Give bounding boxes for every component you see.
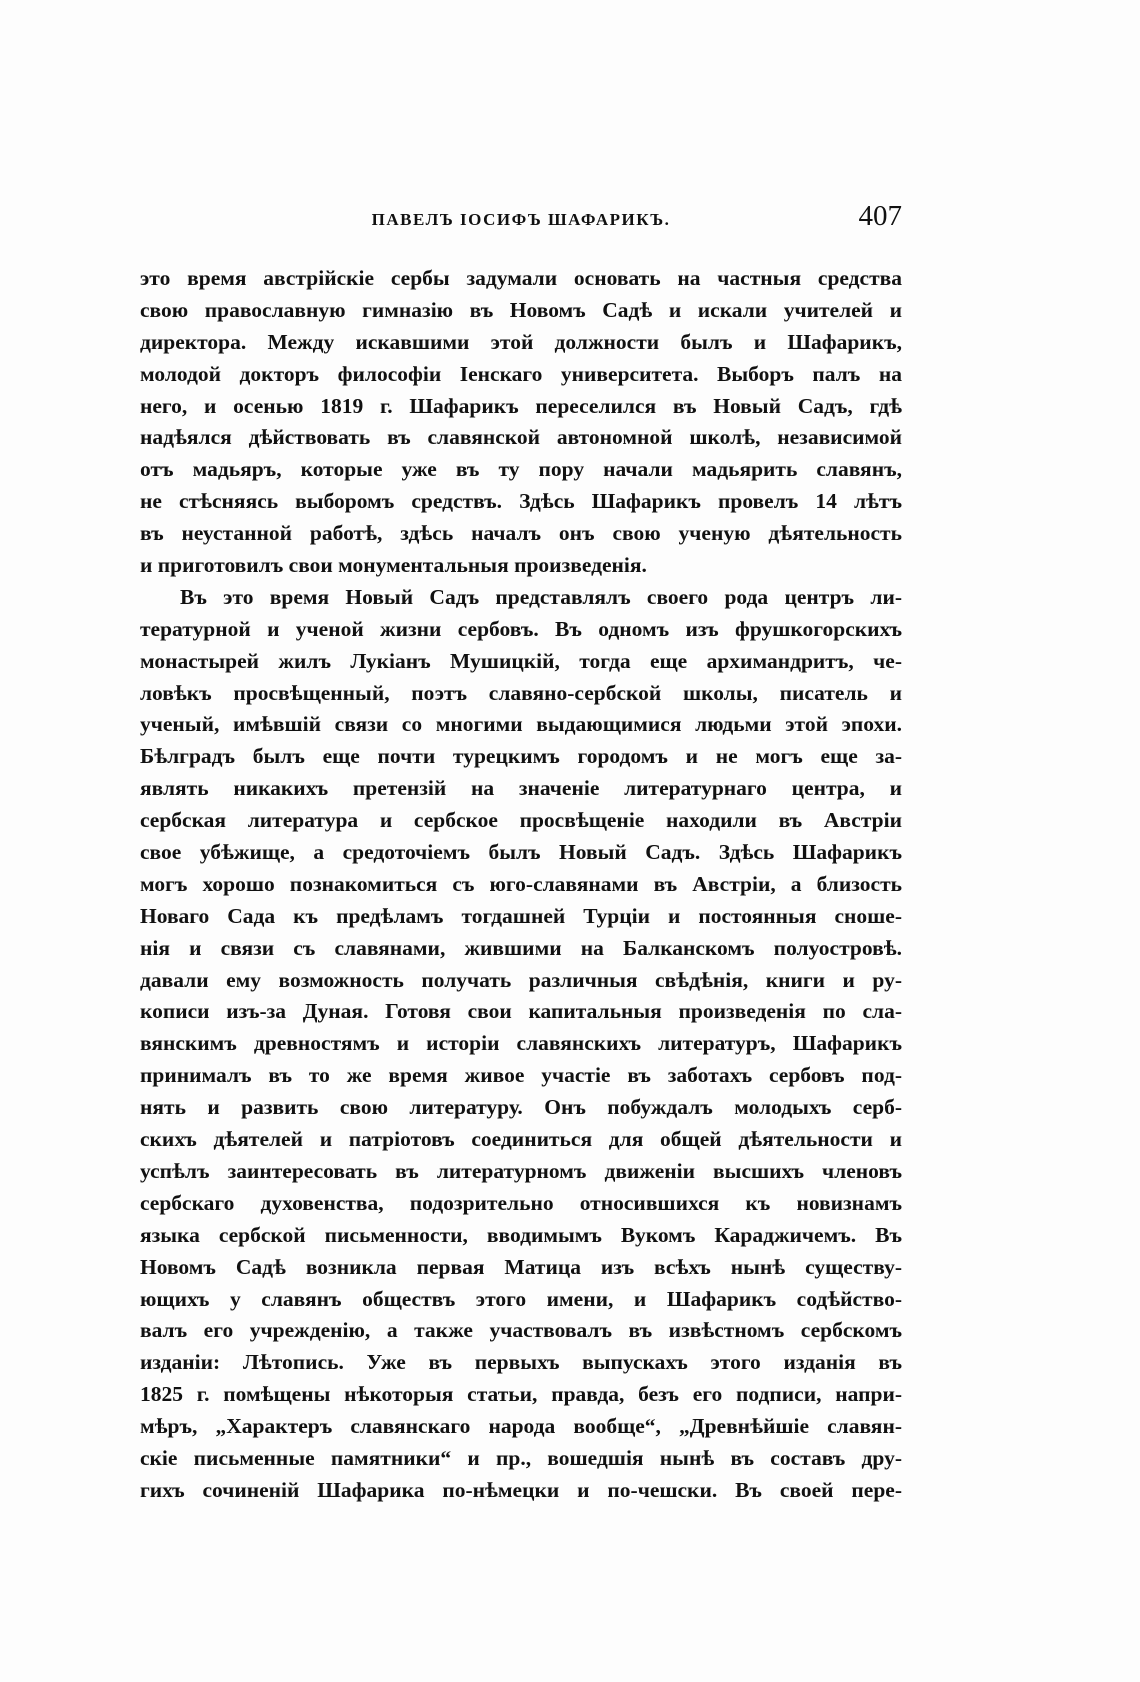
- text-line: являть никакихъ претензій на значеніе литературнаго центра, и: [140, 776, 902, 801]
- text-line: языка сербской письменности, вводимымъ Вукомъ Караджичемъ. Въ: [140, 1222, 902, 1247]
- text-line: ловѣкъ просвѣщенный, поэтъ славяно-сербской школы, писатель и: [140, 680, 902, 705]
- text-line: монастырей жилъ Лукіанъ Мушицкій, тогда еще архимандритъ, че-: [140, 648, 902, 673]
- text-line: скіе письменные памятники“ и пр., вошедшія нынѣ въ составъ дру-: [140, 1445, 902, 1470]
- text-line: мѣръ, „Характеръ славянскаго народа вообще“, „Древнѣйшіе славян-: [140, 1414, 902, 1439]
- body-text: [140, 263, 902, 1507]
- text-line: изданіи: Лѣтопись. Уже въ первыхъ выпускахъ этого изданія въ: [140, 1350, 902, 1375]
- text-line: свое убѣжище, а средоточіемъ былъ Новый Садъ. Здѣсь Шафарикъ: [140, 840, 902, 865]
- text-line: директора. Между искавшими этой должности былъ и Шафарикъ,: [140, 329, 902, 354]
- text-line: нія и связи съ славянами, жившими на Балканскомъ полуостровѣ.: [140, 935, 902, 960]
- text-line: въ неустанной работѣ, здѣсь началъ онъ свою ученую дѣятельность: [140, 521, 902, 546]
- text-line: молодой докторъ философіи Іенскаго университета. Выборъ палъ на: [140, 361, 902, 386]
- text-line: сербская литература и сербское просвѣщеніе находили въ Австріи: [140, 808, 902, 833]
- text-line: гихъ сочиненій Шафарика по-нѣмецки и по-чешски. Въ своей пере-: [140, 1477, 902, 1502]
- text-line: 1825 г. помѣщены нѣкоторыя статьи, правда, безъ его подписи, напри-: [140, 1382, 902, 1407]
- text-line: валъ его учрежденію, а также участвовалъ въ извѣстномъ сербскомъ: [140, 1318, 902, 1343]
- text-line: надѣялся дѣйствовать въ славянской автономной школѣ, независимой: [140, 425, 902, 450]
- text-line: ющихъ у славянъ обществъ этого имени, и Шафарикъ содѣйство-: [140, 1286, 902, 1311]
- text-line: сербскаго духовенства, подозрительно относившихся къ новизнамъ: [140, 1190, 902, 1215]
- page-number: 407: [858, 200, 902, 232]
- paragraph-start-line: Въ это время Новый Садъ представлялъ своего рода центръ ли-: [180, 584, 902, 609]
- text-line: могъ хорошо познакомиться съ юго-славянами въ Австріи, а близость: [140, 871, 902, 896]
- text-line: принималъ въ то же время живое участіе въ заботахъ сербовъ под-: [140, 1063, 902, 1088]
- text-line: давали ему возможность получать различныя свѣдѣнія, книги и ру-: [140, 967, 902, 992]
- text-line: не стѣсняясь выборомъ средствъ. Здѣсь Шафарикъ провелъ 14 лѣтъ: [140, 489, 902, 514]
- text-line: нять и развить свою литературу. Онъ побуждалъ молодыхъ серб-: [140, 1095, 902, 1120]
- text-line: Бѣлградъ былъ еще почти турецкимъ городомъ и не могъ еще за-: [140, 744, 902, 769]
- text-line: тературной и ученой жизни сербовъ. Въ одномъ изъ фрушкогорскихъ: [140, 616, 902, 641]
- text-line: Новаго Сада къ предѣламъ тогдашней Турціи и постоянныя сноше-: [140, 903, 902, 928]
- text-line: него, и осенью 1819 г. Шафарикъ переселился въ Новый Садъ, гдѣ: [140, 393, 902, 418]
- running-title: ПАВЕЛЪ ІОСИФЪ ШАФАРИКЪ.: [371, 210, 671, 229]
- text-line: ученый, имѣвшій связи со многими выдающимися людьми этой эпохи.: [140, 712, 902, 737]
- text-line: кописи изъ-за Дуная. Готовя свои капитальныя произведенія по сла-: [140, 999, 902, 1024]
- text-line: вянскимъ древностямъ и исторіи славянскихъ литературъ, Шафарикъ: [140, 1031, 902, 1056]
- text-line: свою православную гимназію въ Новомъ Садѣ и искали учителей и: [140, 297, 902, 322]
- text-line: и приготовилъ свои монументальныя произведенія.: [140, 553, 647, 578]
- text-line: успѣлъ заинтересовать въ литературномъ движеніи высшихъ членовъ: [140, 1158, 902, 1183]
- text-line: скихъ дѣятелей и патріотовъ соединиться для общей дѣятельности и: [140, 1127, 902, 1152]
- text-line: отъ мадьяръ, которые уже въ ту пору начали мадьярить славянъ,: [140, 457, 902, 482]
- text-line: Новомъ Садѣ возникла первая Матица изъ всѣхъ нынѣ существу-: [140, 1254, 902, 1279]
- page-header: [140, 200, 902, 240]
- text-line: это время австрійскіе сербы задумали основать на частныя средства: [140, 266, 902, 290]
